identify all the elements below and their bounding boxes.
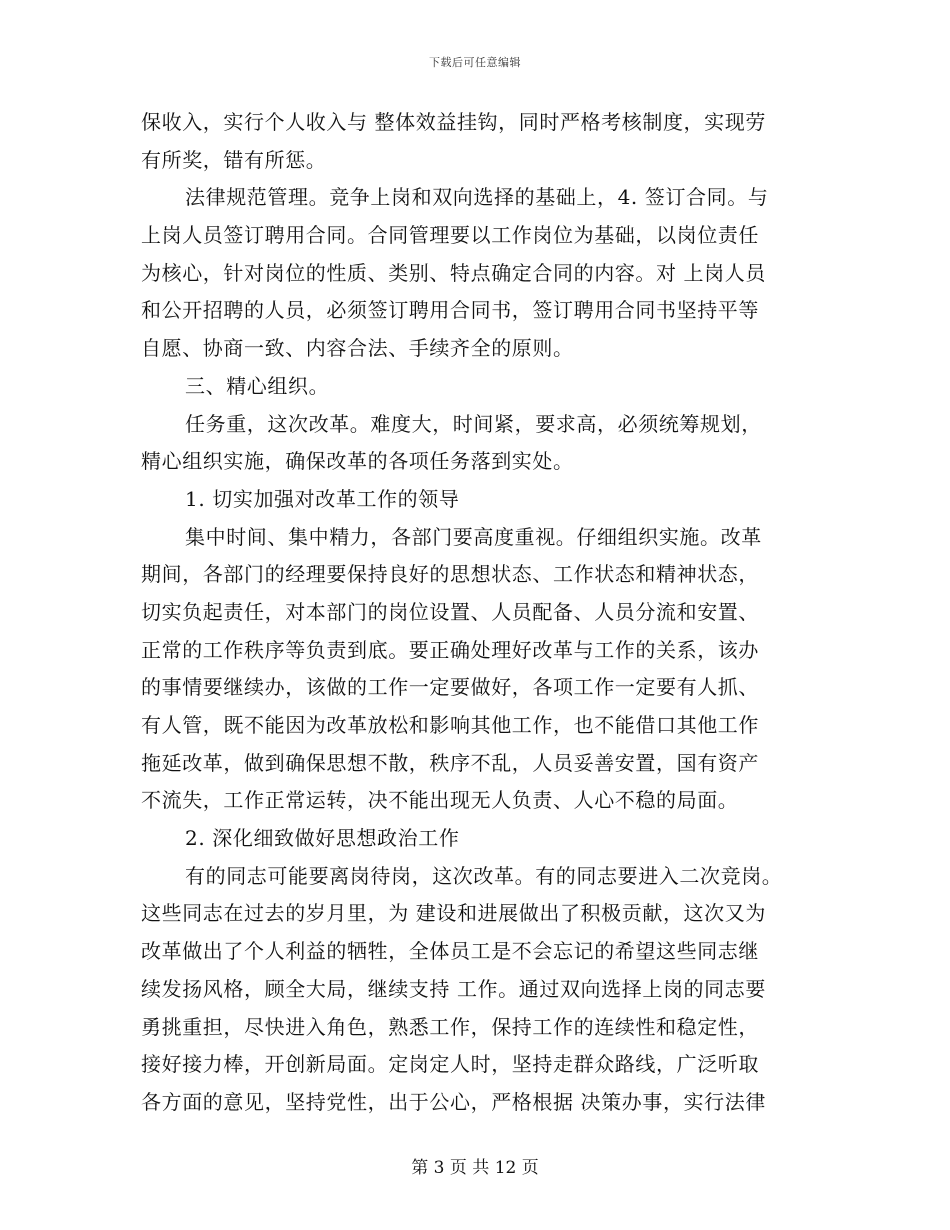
text-line: 有所奖，错有所惩。 xyxy=(141,147,327,172)
text-line: 不流失，工作正常运转，决不能出现无人负责、人心不稳的局面。 xyxy=(141,788,739,813)
text-line: 和公开招聘的人员，必须签订聘用合同书，签订聘用合同书坚持平等 xyxy=(141,298,759,323)
text-line: 这些同志在过去的岁月里，为 建设和进展做出了积极贡献，这次又为 xyxy=(141,901,766,926)
subsection-heading: 1. 切实加强对改革工作的领导 xyxy=(185,486,460,511)
subsection-heading: 2. 深化细致做好思想政治工作 xyxy=(185,826,460,851)
text-line: 的事情要继续办，该做的工作一定要做好，各项工作一定要有人抓、 xyxy=(141,675,759,700)
text-line: 接好接力棒，开创新局面。定岗定人时，坚持走群众路线，广泛听取 xyxy=(141,1052,759,1077)
text-line: 勇挑重担，尽快进入角色，熟悉工作，保持工作的连续性和稳定性， xyxy=(141,1014,759,1039)
text-line: 拖延改革，做到确保思想不散，秩序不乱，人员妥善安置，国有资产 xyxy=(141,750,759,775)
page-header: 下载后可任意编辑 xyxy=(429,56,521,69)
text-line: 正常的工作秩序等负责到底。要正确处理好改革与工作的关系，该办 xyxy=(141,637,759,662)
page-footer: 第 3 页 共 12 页 xyxy=(411,1158,539,1178)
text-line: 有人管，既不能因为改革放松和影响其他工作，也不能借口其他工作 xyxy=(141,713,759,737)
text-line: 上岗人员签订聘用合同。合同管理要以工作岗位为基础，以岗位责任 xyxy=(141,223,759,248)
text-line: 任务重，这次改革。难度大，时间紧，要求高，必须统筹规划， xyxy=(185,411,762,436)
text-line: 切实负起责任，对本部门的岗位设置、人员配备、人员分流和安置、 xyxy=(141,599,759,624)
text-line: 精心组织实施，确保改革的各项任务落到实处。 xyxy=(141,449,574,474)
section-heading: 三、精心组织。 xyxy=(185,373,330,398)
text-line: 法律规范管理。竞争上岗和双向选择的基础上，4. 签订合同。与 xyxy=(185,185,769,210)
document-body xyxy=(141,104,813,1122)
text-line: 保收入，实行个人收入与 整体效益挂钩，同时严格考核制度，实现劳 xyxy=(141,110,766,134)
text-line: 改革做出了个人利益的牺牲，全体员工是不会忘记的希望这些同志继 xyxy=(141,939,759,964)
text-line: 有的同志可能要离岗待岗，这次改革。有的同志要进入二次竞岗。 xyxy=(185,863,783,888)
text-line: 各方面的意见，坚持党性，出于公心，严格根据 决策办事，实行法律 xyxy=(141,1089,766,1114)
text-line: 续发扬风格，顾全大局，继续支持 工作。通过双向选择上岗的同志要 xyxy=(141,976,766,1001)
text-line: 期间，各部门的经理要保持良好的思想状态、工作状态和精神状态， xyxy=(141,562,759,587)
text-line: 集中时间、集中精力，各部门要高度重视。仔细组织实施。改革 xyxy=(185,524,762,549)
text-line: 自愿、协商一致、内容合法、手续齐全的原则。 xyxy=(141,336,574,361)
text-line: 为核心，针对岗位的性质、类别、特点确定合同的内容。对 上岗人员 xyxy=(141,260,766,285)
